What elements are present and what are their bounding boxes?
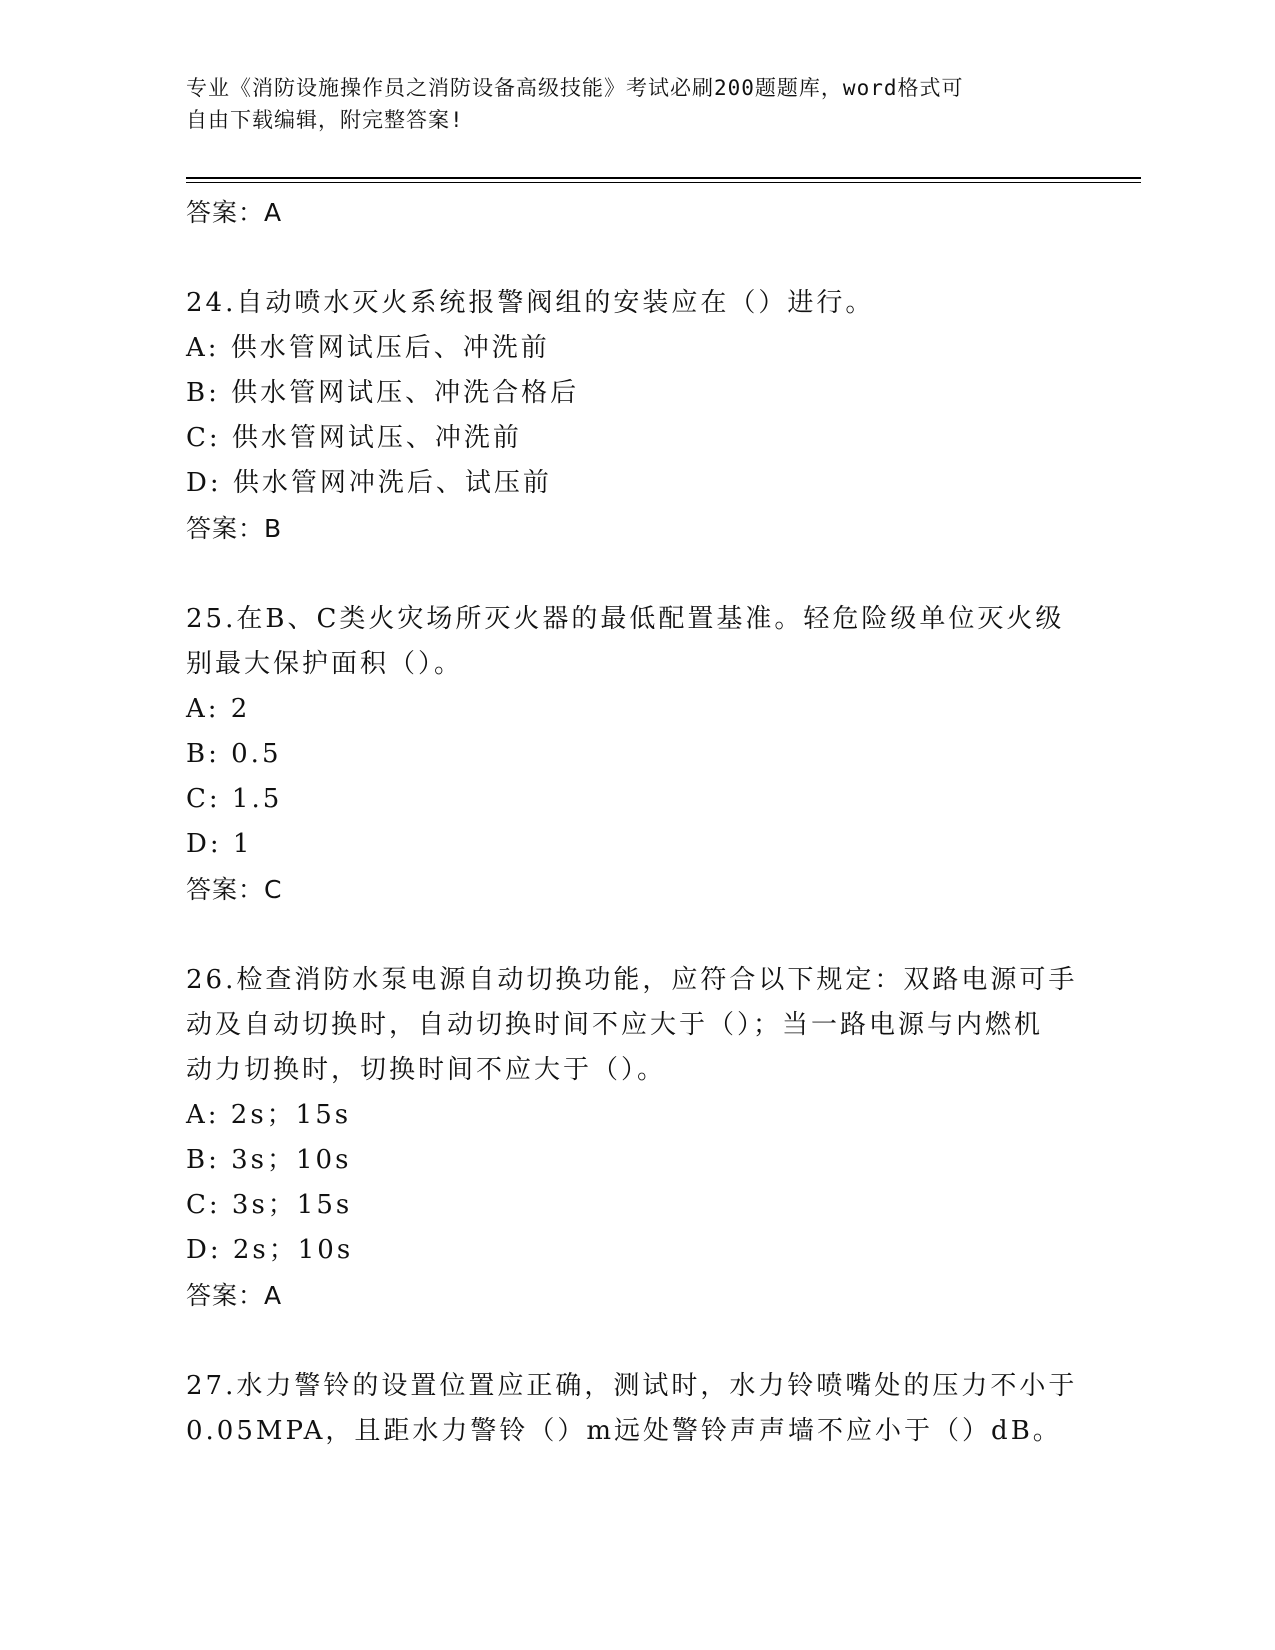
header-divider-thin [186,182,1141,183]
option-b: B: 供水管网试压、冲洗合格后 [186,378,580,408]
option-d: D: 2s；10s [186,1235,354,1265]
question-27 [186,1364,1078,1454]
option-a: A: 2s；15s [186,1100,352,1130]
question-26 [186,958,1078,1318]
question-text: 0.05MPA，且距水力警铃（）m远处警铃声声墙不应小于（）dB。 [186,1416,1062,1446]
option-c: C: 3s；15s [186,1190,353,1220]
question-text: 别最大保护面积（）。 [186,649,464,679]
question-text: 动及自动切换时，自动切换时间不应大于（）；当一路电源与内燃机 [186,1010,1044,1040]
spacer [186,912,1066,958]
question-text: 动力切换时，切换时间不应大于（）。 [186,1055,667,1085]
answer: 答案：B [186,514,283,543]
question-text: 27.水力警铃的设置位置应正确，测试时，水力铃喷嘴处的压力不小于 [186,1371,1078,1401]
question-24 [186,281,1066,551]
question-list [186,190,1078,1454]
question-text: 25.在B、C类火灾场所灭火器的最低配置基准。轻危险级单位灭火级 [186,604,1065,634]
document-header [186,72,1066,136]
option-b: B: 0.5 [186,739,282,769]
answer: 答案：C [186,875,283,904]
previous-answer: 答案：A [186,198,283,227]
option-a: A: 2 [186,694,251,724]
header-divider-thick [186,177,1141,179]
question-25 [186,597,1066,912]
answer: 答案：A [186,1281,283,1310]
option-c: C: 1.5 [186,784,283,814]
option-d: D: 供水管网冲洗后、试压前 [186,468,552,498]
option-c: C: 供水管网试压、冲洗前 [186,423,522,453]
spacer [186,551,1066,597]
header-line-2: 自由下载编辑，附完整答案! [186,108,464,132]
option-d: D: 1 [186,829,253,859]
header-line-1: 专业《消防设施操作员之消防设备高级技能》考试必刷200题题库，word格式可 [186,76,964,100]
question-text: 26.检查消防水泵电源自动切换功能，应符合以下规定：双路电源可手 [186,965,1078,995]
option-a: A: 供水管网试压后、冲洗前 [186,333,550,363]
spacer [186,235,1066,281]
spacer [186,1318,1066,1364]
question-text: 24.自动喷水灭火系统报警阀组的安装应在（）进行。 [186,288,875,318]
option-b: B: 3s；10s [186,1145,352,1175]
